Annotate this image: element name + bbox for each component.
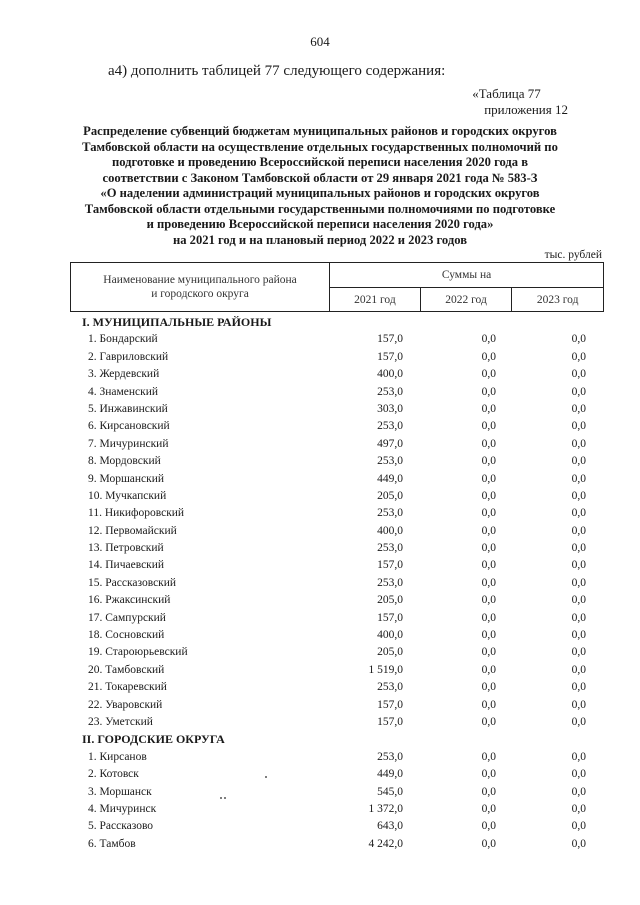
amount-2021: 253,0 [377, 385, 403, 398]
table-row [80, 557, 602, 574]
table-row [80, 592, 602, 609]
amount-2022: 0,0 [481, 368, 496, 381]
amount-2021: 545,0 [377, 785, 403, 798]
amount-2023: 0,0 [571, 437, 586, 450]
district-name: 8. Мордовский [88, 455, 161, 468]
amount-2023: 0,0 [571, 542, 586, 555]
amount-2022: 0,0 [481, 455, 496, 468]
amount-2021: 303,0 [377, 402, 403, 415]
amount-2023: 0,0 [571, 333, 586, 346]
amount-2021: 1 519,0 [368, 663, 403, 676]
table-row [80, 697, 602, 714]
title-line: на 2021 год и на плановый период 2022 и 2023 годов [172, 232, 468, 247]
amount-2023: 0,0 [571, 698, 586, 711]
amount-2023: 0,0 [571, 629, 586, 642]
amount-2023: 0,0 [571, 837, 586, 850]
name-column-header [71, 263, 330, 312]
district-name: 2. Гавриловский [88, 350, 169, 363]
amount-2022: 0,0 [481, 576, 496, 589]
document-title [60, 124, 580, 248]
district-name: 21. Токаревский [88, 681, 167, 694]
amount-2022: 0,0 [481, 559, 496, 572]
title-line: и проведению Всероссийской переписи населения 2020 года» [146, 217, 494, 231]
amount-2023: 0,0 [571, 559, 586, 572]
table-row [80, 471, 602, 488]
amount-2023: 0,0 [571, 611, 586, 624]
amount-2022: 0,0 [481, 837, 496, 850]
amount-2021: 449,0 [377, 472, 403, 485]
table-reference [472, 86, 568, 118]
amount-2021: 1 372,0 [368, 802, 403, 815]
amount-2023: 0,0 [571, 750, 586, 763]
district-name: 7. Мичуринский [88, 437, 169, 450]
sums-header: Суммы на [330, 263, 604, 288]
table-row [80, 505, 602, 522]
title-line: соответствии с Законом Тамбовской области от 29 января 2021 года № 583-З [102, 170, 538, 185]
amount-2023: 0,0 [571, 350, 586, 363]
scan-speck [265, 776, 267, 778]
table-row [80, 366, 602, 383]
district-name: 5. Инжавинский [88, 402, 168, 415]
table-row [80, 662, 602, 679]
amount-2022: 0,0 [481, 385, 496, 398]
amount-2023: 0,0 [571, 768, 586, 781]
district-name: 15. Рассказовский [88, 576, 177, 589]
table-row [80, 349, 602, 366]
amount-2023: 0,0 [571, 472, 586, 485]
year-header-2021: 2021 год [330, 288, 421, 312]
amount-2023: 0,0 [571, 785, 586, 798]
district-name: 11. Никифоровский [88, 507, 185, 520]
amount-2022: 0,0 [481, 489, 496, 502]
amount-2022: 0,0 [481, 681, 496, 694]
amount-2021: 157,0 [377, 350, 403, 363]
district-name: 4. Знаменский [88, 385, 159, 398]
amount-2022: 0,0 [481, 646, 496, 659]
title-line: «О наделении администраций муниципальных районов и городских округов [100, 186, 540, 200]
name-header-line: и городского округа [151, 288, 249, 300]
table-row [80, 418, 602, 435]
district-name: 22. Уваровский [88, 698, 163, 711]
amount-2022: 0,0 [481, 715, 496, 728]
amount-2022: 0,0 [481, 420, 496, 433]
table-row [80, 644, 602, 661]
amount-2021: 497,0 [377, 437, 403, 450]
table-row [80, 575, 602, 592]
district-name: 3. Моршанск [88, 785, 152, 798]
table-row [80, 801, 602, 818]
amount-2023: 0,0 [571, 368, 586, 381]
district-name: 6. Тамбов [88, 837, 136, 850]
title-line: Распределение субвенций бюджетам муниципальных районов и городских округов [83, 124, 557, 138]
amount-2022: 0,0 [481, 333, 496, 346]
amount-2023: 0,0 [571, 594, 586, 607]
amount-2022: 0,0 [481, 820, 496, 833]
amount-2021: 4 242,0 [368, 837, 403, 850]
table-row [80, 836, 602, 853]
amount-2021: 400,0 [377, 368, 403, 381]
amount-2021: 253,0 [377, 542, 403, 555]
amount-2022: 0,0 [481, 698, 496, 711]
district-name: 17. Сампурский [88, 611, 166, 624]
amount-2023: 0,0 [571, 402, 586, 415]
amount-2021: 157,0 [377, 333, 403, 346]
table-row [80, 384, 602, 401]
district-name: 9. Моршанский [88, 472, 165, 485]
amount-2021: 205,0 [377, 646, 403, 659]
amount-2023: 0,0 [571, 802, 586, 815]
amount-2021: 253,0 [377, 455, 403, 468]
amount-2022: 0,0 [481, 542, 496, 555]
district-name: 3. Жердевский [88, 368, 160, 381]
table-row [80, 331, 602, 348]
table-row [80, 818, 602, 835]
table-reference-line: «Таблица 77 [472, 86, 541, 101]
amount-2021: 157,0 [377, 611, 403, 624]
title-line: подготовке и проведению Всероссийской переписи населения 2020 года в [111, 155, 529, 169]
amount-2021: 157,0 [377, 698, 403, 711]
table-header [70, 262, 604, 312]
amount-2021: 400,0 [377, 629, 403, 642]
amount-2021: 157,0 [377, 715, 403, 728]
amount-2022: 0,0 [481, 402, 496, 415]
district-name: 20. Тамбовский [88, 663, 165, 676]
amount-2021: 253,0 [377, 576, 403, 589]
amendment-intro: а4) дополнить таблицей 77 следующего содержания: [108, 63, 446, 79]
table-row [80, 453, 602, 470]
amount-2021: 643,0 [377, 820, 403, 833]
table-row [80, 714, 602, 731]
amount-2023: 0,0 [571, 820, 586, 833]
table-row [80, 784, 602, 801]
amount-2023: 0,0 [571, 455, 586, 468]
district-name: 6. Кирсановский [88, 420, 170, 433]
district-name: 5. Рассказово [88, 820, 154, 833]
amount-2023: 0,0 [571, 420, 586, 433]
amount-2021: 205,0 [377, 594, 403, 607]
page-number: 604 [310, 34, 330, 49]
amount-2021: 253,0 [377, 681, 403, 694]
district-name: 4. Мичуринск [88, 802, 157, 815]
title-line: Тамбовской области отдельными государственными полномочиями по подготовке [84, 201, 556, 216]
amount-2021: 253,0 [377, 507, 403, 520]
district-name: 2. Котовск [88, 768, 139, 781]
amount-2022: 0,0 [481, 785, 496, 798]
table-body [80, 314, 602, 853]
amount-2021: 253,0 [377, 420, 403, 433]
amount-2023: 0,0 [571, 385, 586, 398]
section-header [80, 314, 602, 331]
section-title: I. МУНИЦИПАЛЬНЫЕ РАЙОНЫ [82, 315, 272, 329]
year-header-2022: 2022 год [420, 288, 512, 312]
table-row [80, 523, 602, 540]
unit-label: тыс. рублей [544, 249, 602, 261]
scan-speck [220, 797, 222, 799]
district-name: 1. Бондарский [88, 333, 158, 346]
amount-2022: 0,0 [481, 750, 496, 763]
amount-2021: 205,0 [377, 489, 403, 502]
table-row [80, 540, 602, 557]
amount-2022: 0,0 [481, 507, 496, 520]
district-name: 14. Пичаевский [88, 559, 165, 572]
amount-2022: 0,0 [481, 524, 496, 537]
table-row [80, 749, 602, 766]
amount-2021: 157,0 [377, 559, 403, 572]
section-header [80, 731, 602, 748]
table-reference-line: приложения 12 [484, 102, 568, 117]
amount-2023: 0,0 [571, 524, 586, 537]
amount-2022: 0,0 [481, 350, 496, 363]
amount-2023: 0,0 [571, 576, 586, 589]
amount-2021: 449,0 [377, 768, 403, 781]
district-name: 23. Уметский [88, 715, 153, 728]
amount-2023: 0,0 [571, 507, 586, 520]
amount-2023: 0,0 [571, 663, 586, 676]
amount-2023: 0,0 [571, 681, 586, 694]
amount-2022: 0,0 [481, 437, 496, 450]
title-line: Тамбовской области на осуществление отдельных государственных полномочий по [82, 139, 558, 154]
amount-2022: 0,0 [481, 802, 496, 815]
amount-2021: 400,0 [377, 524, 403, 537]
district-name: 12. Первомайский [88, 524, 177, 537]
name-header-line: Наименование муниципального района [103, 274, 297, 286]
district-name: 13. Петровский [88, 542, 164, 555]
year-header-2023: 2023 год [512, 288, 604, 312]
table-row [80, 610, 602, 627]
amount-2023: 0,0 [571, 646, 586, 659]
amount-2022: 0,0 [481, 472, 496, 485]
district-name: 16. Ржаксинский [88, 594, 171, 607]
table-row [80, 627, 602, 644]
district-name: 18. Сосновский [88, 629, 165, 642]
amount-2022: 0,0 [481, 594, 496, 607]
table-row [80, 436, 602, 453]
section-title: II. ГОРОДСКИЕ ОКРУГА [82, 732, 225, 747]
table-row [80, 766, 602, 783]
table-row [80, 679, 602, 696]
amount-2022: 0,0 [481, 611, 496, 624]
scan-speck [224, 797, 226, 799]
amount-2022: 0,0 [481, 768, 496, 781]
amount-2022: 0,0 [481, 629, 496, 642]
amount-2023: 0,0 [571, 715, 586, 728]
district-name: 10. Мучкапский [88, 489, 167, 502]
district-name: 1. Кирсанов [88, 750, 147, 763]
table-row [80, 488, 602, 505]
district-name: 19. Староюрьевский [88, 646, 188, 659]
amount-2023: 0,0 [571, 489, 586, 502]
amount-2021: 253,0 [377, 750, 403, 763]
amount-2022: 0,0 [481, 663, 496, 676]
table-row [80, 401, 602, 418]
